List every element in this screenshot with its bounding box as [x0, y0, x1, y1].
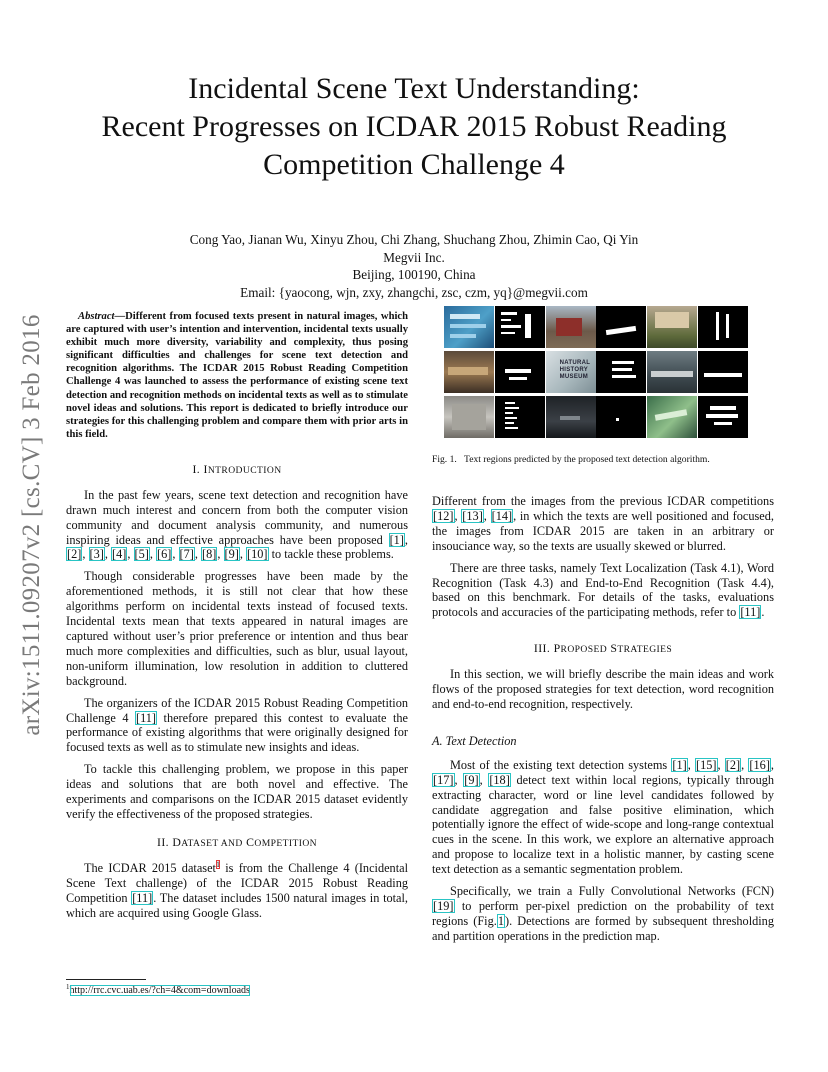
figure-photo	[546, 396, 596, 438]
citation-link[interactable]: [13]	[462, 508, 483, 523]
location: Beijing, 100190, China	[352, 267, 476, 282]
figure-1	[444, 306, 748, 438]
affiliation: Megvii Inc.	[383, 249, 445, 265]
detection-paragraph: Specifically, we train a Fully Convolutional Networks (FCN) [19] to perform per-pixel prediction on the probability of text regions (Fig.1). Detections are formed by subsequent thresholding and partition operations in the prediction map.	[432, 884, 774, 943]
title-line: Recent Progresses on ICDAR 2015 Robust Reading	[101, 110, 727, 143]
citation-link[interactable]: [6]	[157, 547, 172, 562]
figure-photo	[546, 306, 596, 348]
author-list: Cong Yao, Jianan Wu, Xinyu Zhou, Chi Zhang, Shuchang Zhou, Zhimin Cao, Qi Yin	[189, 232, 639, 247]
figure-prediction-map	[495, 396, 545, 438]
paper-title	[60, 70, 768, 184]
museum-sign-text: NATURAL	[559, 360, 591, 366]
footnote-url-link[interactable]: http://rrc.cvc.uab.es/?ch=4&com=downloads	[69, 985, 250, 997]
arxiv-identifier: arXiv:1511.09207v2 [cs.CV] 3 Feb 2016	[18, 314, 45, 736]
figure-prediction-map	[596, 351, 646, 393]
detection-paragraph: Most of the existing text detection systems [1], [15], [2], [16], [17], [9], [18] detect text within local regions, typically through extracting character, word or line level candidates followed by candidate aggregation and false positive elimination, which potentially ignore the effect of wide-scope and long-range contextual cues in the scene. In this work, we explore an alternative approach and propose to localize text in a holistic manner, by casting scene text detection as a semantic segmentation problem.	[432, 757, 775, 877]
citation-link[interactable]: [11]	[132, 890, 153, 905]
museum-sign-text: HISTORY	[559, 367, 589, 373]
abstract-text: —Different from focused texts present in natural images, which are captured with user’s intention and intervention, incidental texts usually exhibit much more diversity, variability and complexity, thus posing significant difficulties and challenges for scene text detection and recognition algorithms. The ICDAR 2015 Robust Reading Competition Challenge 4 was launched to assess the performance of existing scene text detection and recognition methods on incidental texts as well as to stimulate novel ideas and solutions. This report is dedicated to briefly introduce our strategies for this challenging problem and compare them with prior arts in this field.	[66, 311, 408, 440]
figure-prediction-map	[698, 306, 748, 348]
footnote-marker[interactable]: 1	[215, 859, 220, 869]
citation-link[interactable]: [19]	[433, 898, 454, 913]
citation-link[interactable]: [2]	[725, 757, 741, 772]
figure-photo	[647, 306, 697, 348]
figure-photo	[444, 396, 494, 438]
intro-paragraph: In the past few years, scene text detection and recognition have drawn much interest and concern from both the computer vision community and document analysis community, and numerous inspiring ideas and effective approaches have been proposed [1], [2], [3], [4], [5], [6], [7], [8], [9], [10] to tackle these problems.	[66, 487, 408, 562]
footnote: $^1$http://rrc.cvc.uab.es/?ch=4&com=downloads	[66, 983, 250, 997]
citation-link[interactable]: [11]	[136, 710, 157, 725]
subsection-heading-text-detection: A. Text Detection	[432, 733, 517, 748]
citation-link[interactable]: [9]	[224, 547, 239, 562]
citation-link[interactable]: [1]	[389, 532, 404, 547]
section-heading-proposed-strategies: III. PROPOSED STRATEGIES	[533, 641, 673, 656]
title-line: Incidental Scene Text Understanding:	[188, 72, 640, 105]
figure-prediction-map	[596, 306, 646, 348]
figure-prediction-map	[596, 396, 646, 438]
title-line: Competition Challenge 4	[263, 148, 565, 181]
figure-prediction-map	[698, 351, 748, 393]
figure-photo	[647, 351, 697, 393]
citation-link[interactable]: [14]	[491, 508, 513, 523]
abstract	[66, 310, 408, 441]
citation-link[interactable]: [9]	[464, 772, 479, 787]
right-column	[432, 494, 774, 944]
intro-paragraph: Though considerable progresses have been made by the aforementioned methods, it is still not clear that how these algorithms perform on incidental texts instead of focused texts. Incidental texts mean that texts appeared in natural images are captured without user’s prior preference or intention and thus bear much more complexities and difficulties, such as blur, usual layout, non-uniform illumination, low resolution in addition to cluttered background.	[66, 569, 408, 688]
citation-link[interactable]: [2]	[67, 547, 82, 562]
intro-paragraph: To tackle this challenging problem, we propose in this paper ideas and solutions that are both novel and effective. The experiments and comparisons on the ICDAR 2015 dataset evidently verify the effectiveness of the proposed strategies.	[66, 762, 408, 821]
citation-link[interactable]: [16]	[749, 757, 770, 772]
proposed-paragraph: In this section, we will briefly describe the main ideas and work flows of the proposed strategies for text detection, word recognition and end-to-end recognition, respectively.	[432, 667, 774, 711]
abstract-lead: Abstract	[78, 311, 115, 322]
citation-link[interactable]: [11]	[740, 605, 761, 620]
dataset-paragraph-continued: Different from the images from the previous ICDAR competitions [12], [13], [14], in which the texts are well positioned and focused, the images from ICDAR 2015 are taken in an arbitrary or insouciance way, so the texts are usually skewed or blurred.	[432, 494, 774, 553]
left-column	[66, 310, 408, 920]
dataset-paragraph-start: The ICDAR 2015 dataset$^1$ is from the Challenge 4 (Incidental Scene Text challenge) of the ICDAR 2015 Robust Reading Competition [11]. The dataset includes 1500 natural images in total, which are acquired using Google Glass.	[66, 859, 409, 920]
intro-paragraph: The organizers of the ICDAR 2015 Robust Reading Competition Challenge 4 [11] therefore prepared this contest to evaluate the performance of existing algorithms that were originally designed for focused texts as well as to stimulate new insights and ideas.	[66, 695, 409, 755]
citation-link[interactable]: [17]	[433, 772, 454, 787]
footnote-rule	[66, 979, 146, 980]
section-heading-dataset: II. DATASET AND COMPETITION	[157, 834, 317, 849]
figure-photo	[546, 351, 596, 393]
dataset-paragraph: There are three tasks, namely Text Localization (Task 4.1), Word Recognition (Task 4.3) and End-to-End Recognition (Task 4.4), based on this benchmark. For details of the tasks, evaluations protocols and accuracies of the participating methods, refer to [11].	[432, 560, 774, 620]
figure-caption: Fig. 1. Text regions predicted by the proposed text detection algorithm.	[432, 454, 710, 465]
figure-photo	[444, 351, 494, 393]
arxiv-sidebar-stamp	[14, 290, 50, 760]
citation-link[interactable]: [10]	[247, 547, 268, 562]
figure-prediction-map	[698, 396, 748, 438]
citation-link[interactable]: [15]	[696, 757, 717, 772]
author-block	[80, 231, 748, 301]
citation-link[interactable]: [5]	[134, 547, 149, 562]
figure-prediction-map	[495, 306, 545, 348]
figure-photo	[647, 396, 697, 438]
section-heading-introduction: I. INTRODUCTION	[192, 461, 282, 476]
citation-link[interactable]: [7]	[179, 547, 194, 562]
figure-prediction-map	[495, 351, 545, 393]
citation-link[interactable]: [12]	[433, 508, 454, 523]
figure-reference-link[interactable]: 1	[497, 913, 504, 928]
citation-link[interactable]: [18]	[489, 772, 510, 787]
citation-link[interactable]: [4]	[112, 547, 127, 562]
email: Email: {yaocong, wjn, zxy, zhangchi, zsc, czm, yq}@megvii.com	[240, 284, 588, 300]
museum-sign-text: MUSEUM	[559, 374, 589, 380]
figure-image-grid	[444, 306, 748, 438]
citation-link[interactable]: [3]	[89, 547, 104, 562]
figure-photo	[444, 306, 494, 348]
citation-link[interactable]: [8]	[202, 547, 217, 562]
citation-link[interactable]: [1]	[672, 757, 687, 772]
